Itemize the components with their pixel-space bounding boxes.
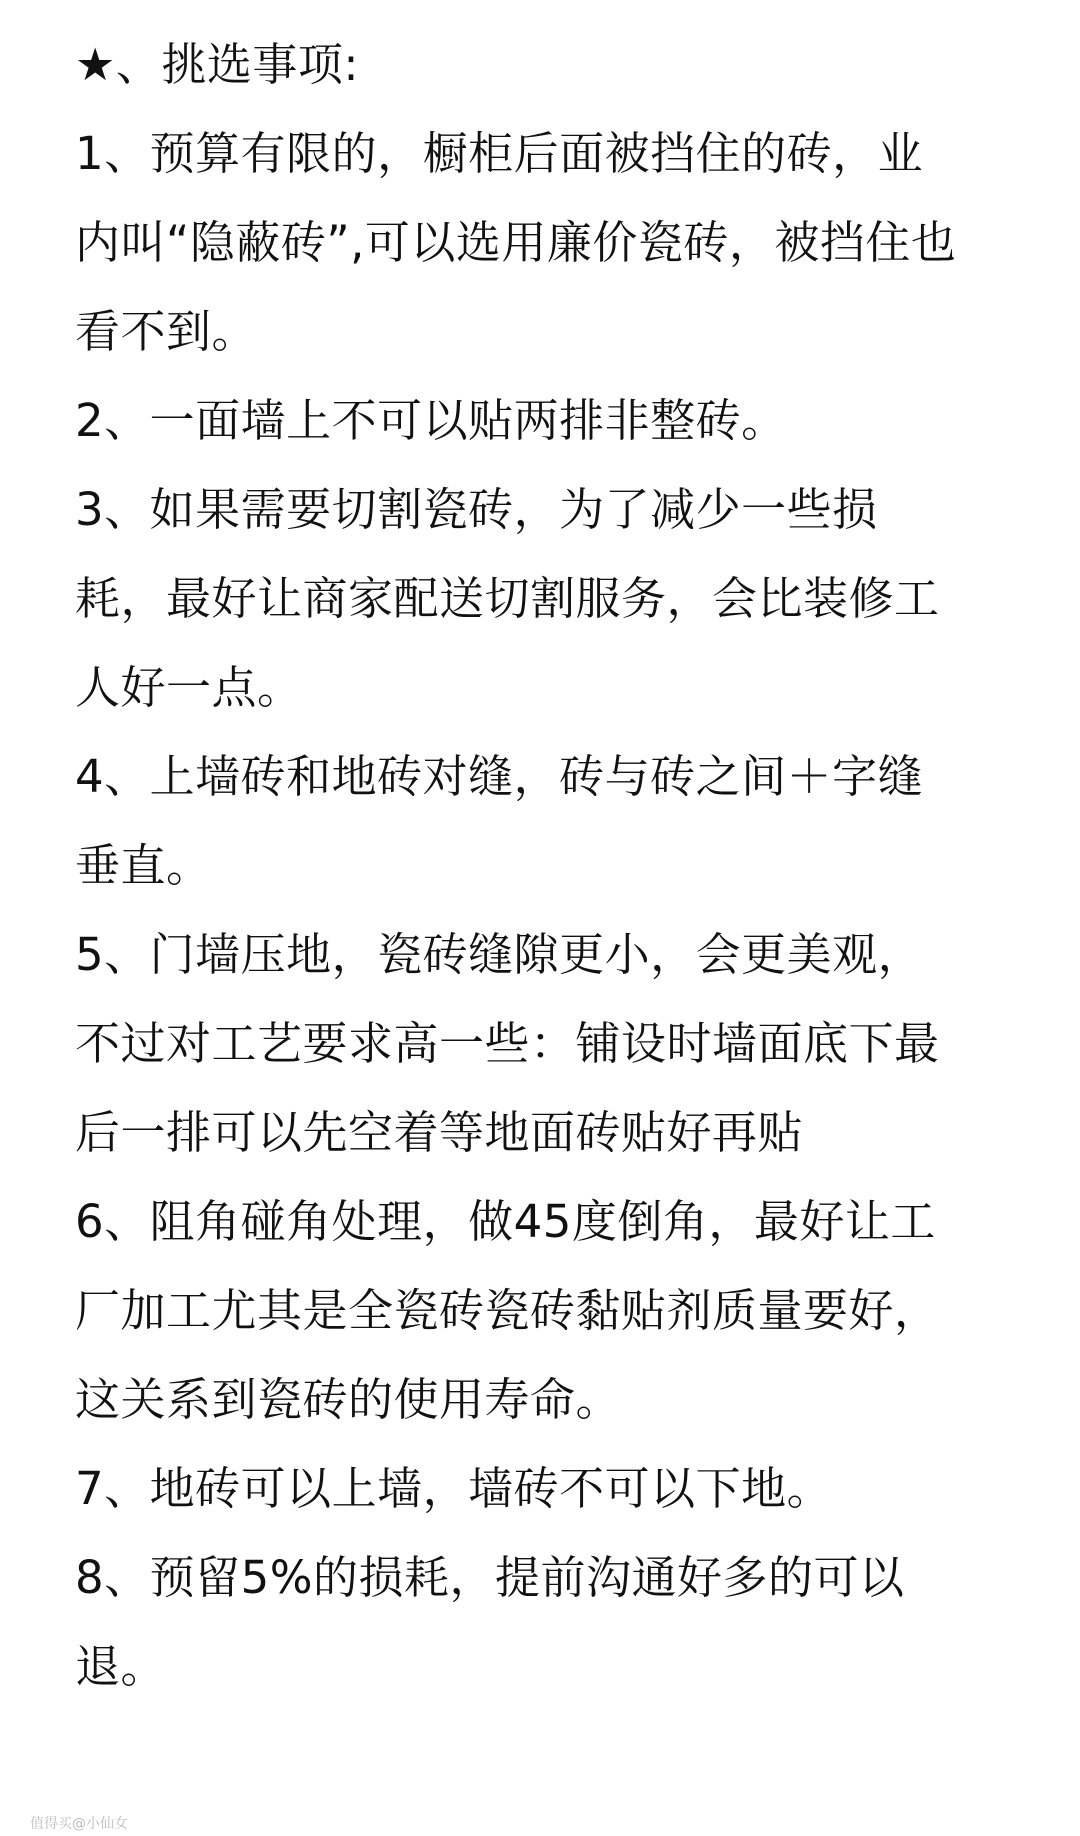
text-line: 退。 [75,1640,167,1693]
watermark: 值得买@小仙女 [30,1816,128,1832]
text-line: 4、上墙砖和地砖对缝，砖与砖之间＋字缝 [75,750,924,803]
text-line: 看不到。 [75,305,258,358]
text-line: 6、阻角碰角处理，做45度倒角，最好让工 [75,1195,936,1248]
text-line: 5、门墙压地，瓷砖缝隙更小，会更美观， [75,928,924,981]
text-line: 8、预留5%的损耗，提前沟通好多的可以 [75,1551,905,1604]
text-line: 垂直。 [75,839,212,892]
tile-selection-notes [75,20,1035,1711]
text-line: 这关系到瓷砖的使用寿命。 [75,1373,622,1426]
text-line: 1、预算有限的，橱柜后面被挡住的砖，业 [75,127,924,180]
text-line: 耗，最好让商家配送切割服务，会比装修工 [75,572,940,625]
section-heading: ★、挑选事项: [75,38,360,91]
text-line: 后一排可以先空着等地面砖贴好再贴 [75,1106,804,1159]
text-line: 2、一面墙上不可以贴两排非整砖。 [75,394,787,447]
text-line: 3、如果需要切割瓷砖，为了减少一些损 [75,483,878,536]
text-line: 不过对工艺要求高一些：铺设时墙面底下最 [75,1017,940,1070]
text-line: 7、地砖可以上墙，墙砖不可以下地。 [75,1462,833,1515]
text-line: 人好一点。 [75,661,303,714]
text-line: 内叫“隐蔽砖”,可以选用廉价瓷砖，被挡住也 [75,216,957,269]
text-line: 厂加工尤其是全瓷砖瓷砖黏贴剂质量要好， [75,1284,940,1337]
